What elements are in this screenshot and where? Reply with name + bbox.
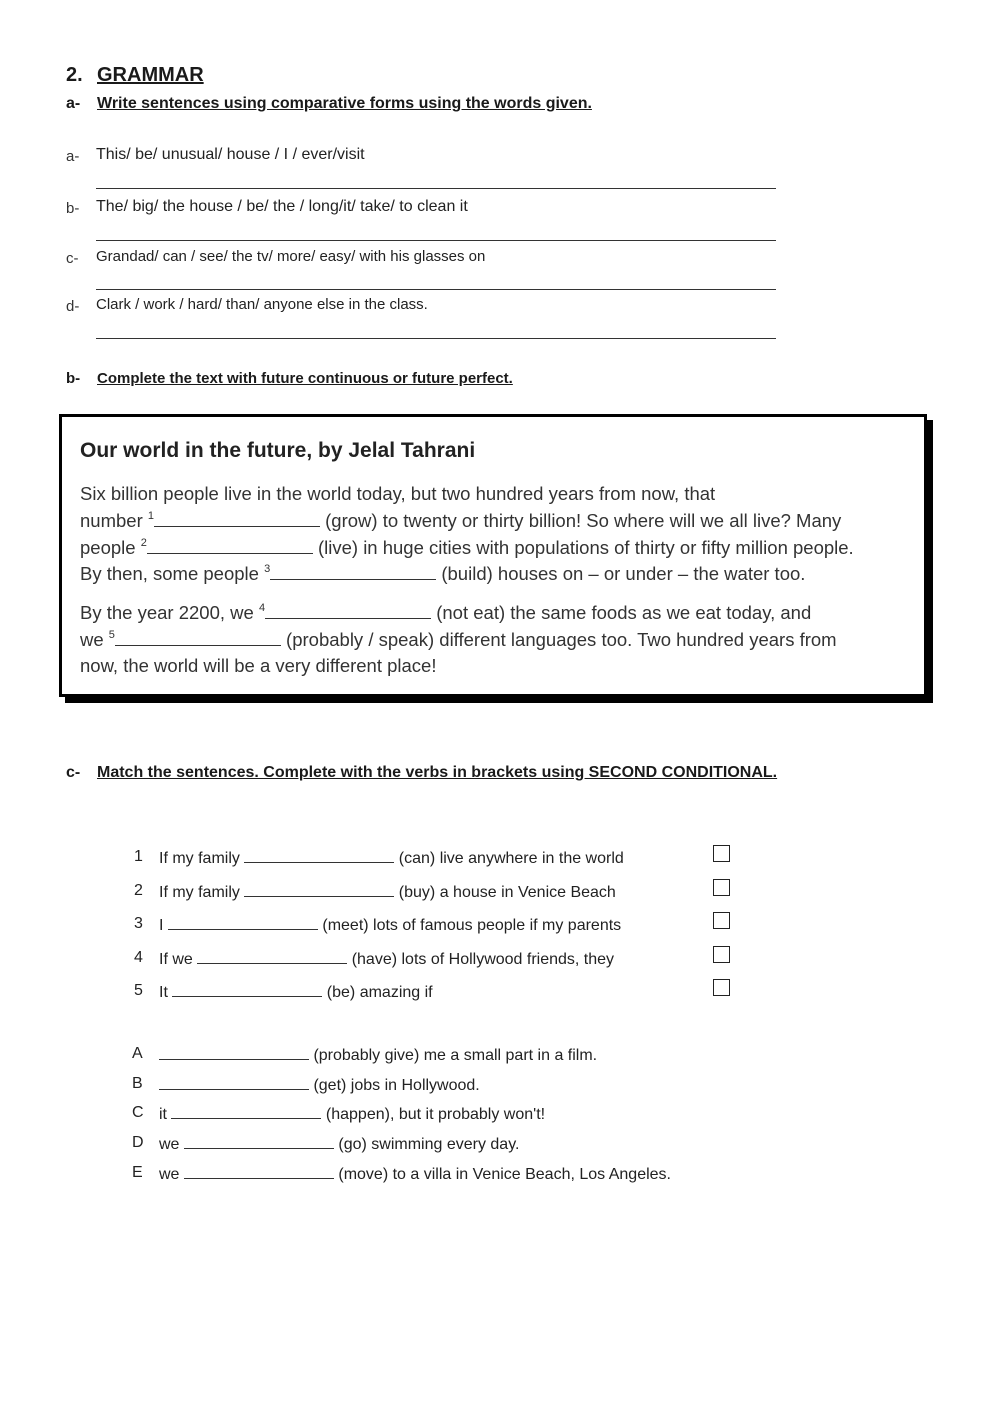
part-c-instruction: Match the sentences. Complete with the verbs in brackets using SECOND CONDITIONAL. [97, 764, 778, 781]
sentence-3-post: (meet) lots of famous people if my parents [322, 917, 622, 934]
text-line-6-pre: we [80, 629, 109, 650]
sentence-1-pre: If my family [159, 850, 240, 867]
item-c-letter: c- [66, 250, 79, 267]
ending-c-letter: C [132, 1104, 144, 1121]
sentence-2-blank[interactable] [244, 882, 394, 897]
sentence-4-blank[interactable] [197, 949, 347, 964]
text-line-4-pre: By then, some people [80, 563, 265, 584]
gap-1-blank[interactable] [154, 512, 320, 527]
part-b-instruction: Complete the text with future continuous or future perfect. [97, 370, 513, 387]
sentence-3-pre: I [159, 917, 164, 934]
ending-d [159, 1134, 519, 1154]
ending-b-post: (get) jobs in Hollywood. [313, 1077, 480, 1094]
sentence-5 [159, 982, 433, 1002]
section-title: GRAMMAR [97, 64, 204, 86]
sentence-1 [159, 848, 624, 868]
item-c-text: Grandad/ can / see/ the tv/ more/ easy/ with his glasses on [96, 248, 486, 265]
sentence-5-number: 5 [134, 982, 143, 999]
part-b-letter: b- [66, 370, 81, 387]
ending-b-letter: B [132, 1075, 143, 1092]
sentence-2-checkbox[interactable] [713, 879, 730, 896]
ending-b-blank[interactable] [159, 1075, 309, 1090]
part-c-letter: c- [66, 764, 81, 781]
text-line-1: Six billion people live in the world today, but two hundred years from now, that [80, 483, 716, 504]
text-line-6 [80, 629, 837, 651]
sentence-5-checkbox[interactable] [713, 979, 730, 996]
sentence-2-number: 2 [134, 882, 143, 899]
answer-line-b[interactable] [96, 240, 776, 241]
gap-number-3: 3 [264, 563, 271, 575]
text-line-6-post: (probably / speak) different languages too. Two hundred years from [280, 629, 837, 650]
answer-line-d[interactable] [96, 338, 776, 339]
item-d-letter: d- [66, 298, 80, 315]
sentence-1-checkbox[interactable] [713, 845, 730, 862]
ending-d-post: (go) swimming every day. [338, 1136, 520, 1153]
gap-3-blank[interactable] [270, 565, 436, 580]
sentence-1-post: (can) live anywhere in the world [398, 850, 624, 867]
gap-number-5: 5 [108, 629, 115, 641]
sentence-4-checkbox[interactable] [713, 946, 730, 963]
ending-d-blank[interactable] [184, 1134, 334, 1149]
section-number: 2. [66, 64, 83, 86]
sentence-3 [159, 915, 621, 935]
sentence-2-pre: If my family [159, 884, 240, 901]
text-line-4-post: (build) houses on – or under – the water too. [436, 563, 806, 584]
ending-e [159, 1164, 671, 1184]
text-line-5 [80, 602, 811, 624]
item-a-letter: a- [66, 148, 80, 165]
answer-line-a[interactable] [96, 188, 776, 189]
future-text-box [59, 414, 927, 697]
text-line-7: now, the world will be a very different place! [80, 655, 437, 676]
ending-c-pre: it [159, 1106, 167, 1123]
sentence-3-blank[interactable] [168, 915, 318, 930]
sentence-1-number: 1 [134, 848, 143, 865]
item-a-text: This/ be/ unusual/ house / I / ever/visit [96, 146, 365, 163]
sentence-3-checkbox[interactable] [713, 912, 730, 929]
ending-a-letter: A [132, 1045, 143, 1062]
gap-2-blank[interactable] [147, 539, 313, 554]
sentence-3-number: 3 [134, 915, 143, 932]
sentence-1-blank[interactable] [244, 848, 394, 863]
text-line-3-post: (live) in huge cities with populations of thirty or fifty million people. [312, 537, 854, 558]
text-box-title: Our world in the future, by Jelal Tahrani [80, 439, 476, 462]
gap-4-blank[interactable] [265, 604, 431, 619]
ending-e-letter: E [132, 1164, 143, 1181]
text-line-2 [80, 510, 841, 532]
answer-line-c[interactable] [96, 289, 776, 290]
text-line-2-pre: number [80, 510, 148, 531]
item-b-letter: b- [66, 200, 80, 217]
item-d-text: Clark / work / hard/ than/ anyone else in the class. [96, 296, 428, 313]
ending-c [159, 1104, 545, 1124]
ending-a-blank[interactable] [159, 1045, 309, 1060]
item-b-text: The/ big/ the house / be/ the / long/it/ take/ to clean it [96, 198, 468, 215]
sentence-5-pre: It [159, 984, 168, 1001]
sentence-2 [159, 882, 616, 902]
gap-number-1: 1 [147, 510, 154, 522]
sentence-4-pre: If we [159, 951, 193, 968]
ending-e-post: (move) to a villa in Venice Beach, Los Angeles. [338, 1166, 671, 1183]
sentence-4 [159, 949, 614, 969]
text-line-3 [80, 537, 854, 559]
sentence-5-blank[interactable] [172, 982, 322, 997]
ending-c-blank[interactable] [171, 1104, 321, 1119]
text-line-5-pre: By the year 2200, we [80, 602, 259, 623]
ending-e-pre: we [159, 1166, 180, 1183]
text-line-4 [80, 563, 805, 585]
gap-number-4: 4 [258, 602, 266, 614]
ending-d-pre: we [159, 1136, 180, 1153]
sentence-4-post: (have) lots of Hollywood friends, they [351, 951, 615, 968]
part-a-letter: a- [66, 95, 81, 112]
sentence-4-number: 4 [134, 949, 143, 966]
text-line-3-pre: people [80, 537, 141, 558]
ending-c-post: (happen), but it probably won't! [325, 1106, 546, 1123]
sentence-5-post: (be) amazing if [326, 984, 433, 1001]
sentence-2-post: (buy) a house in Venice Beach [398, 884, 616, 901]
gap-number-2: 2 [140, 537, 147, 549]
text-line-2-post: (grow) to twenty or thirty billion! So where will we all live? Many [320, 510, 842, 531]
text-line-5-post: (not eat) the same foods as we eat today, and [431, 602, 812, 623]
ending-d-letter: D [132, 1134, 144, 1151]
ending-a [159, 1045, 597, 1065]
ending-a-post: (probably give) me a small part in a film. [313, 1047, 598, 1064]
ending-b [159, 1075, 480, 1095]
part-a-instruction: Write sentences using comparative forms using the words given. [97, 95, 592, 112]
ending-e-blank[interactable] [184, 1164, 334, 1179]
gap-5-blank[interactable] [115, 631, 281, 646]
